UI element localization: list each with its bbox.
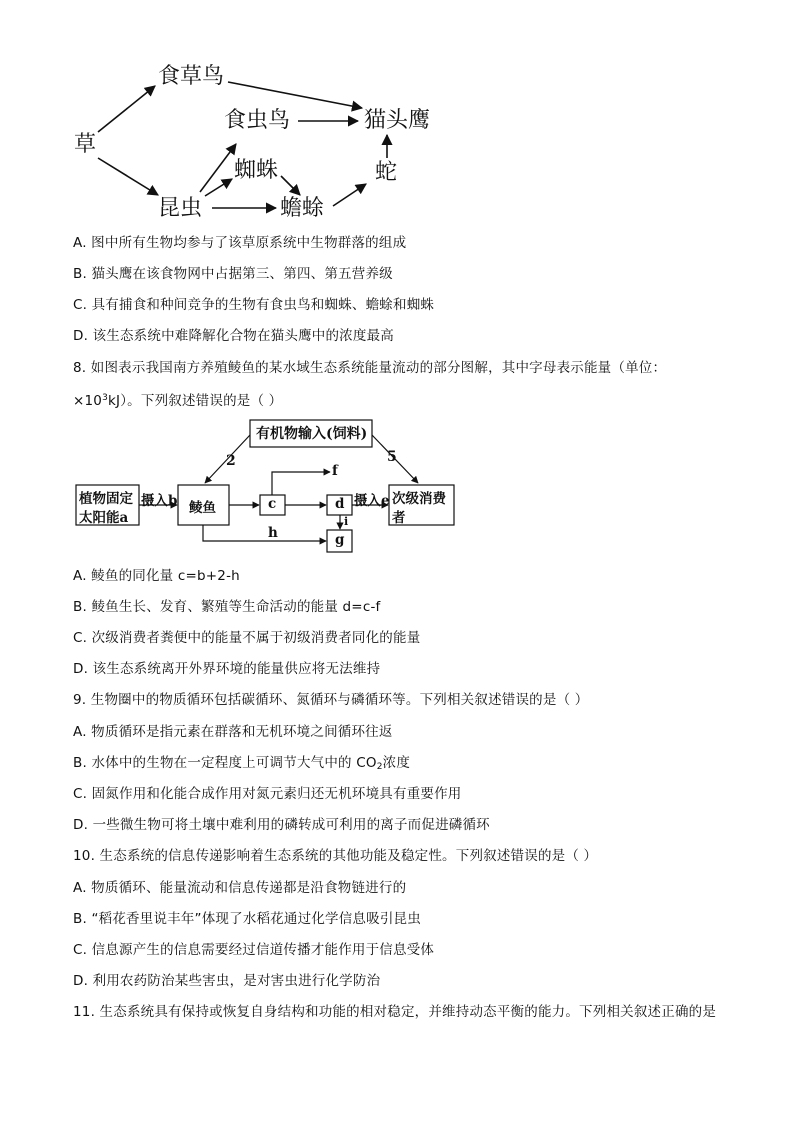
q8-unit-prefix: ×10 [73,393,103,409]
label-num-5: 5 [387,449,397,465]
arrow-fish-g [203,525,326,541]
q8-stem-line2 [73,389,282,410]
arrow-grass-insect [98,158,158,195]
q9-option-b-sub: 2 [376,762,383,772]
label-num-2: 2 [226,453,236,469]
q9-stem: 9. 生物圈中的物质循环包括碳循环、氮循环与磷循环等。下列相关叙述错误的是（ ） [73,692,589,708]
q9-option-b-post: 浓度 [382,755,411,771]
q7-option-c: C. 具有捕食和种间竞争的生物有食虫鸟和蜘蛛、蟾蜍和蜘蛛 [73,297,435,313]
q8-unit-exponent: 3 [102,393,109,403]
arrow-toad-snake [333,184,366,206]
q10-option-b: B. “稻花香里说丰年”体现了水稻花通过化学信息吸引昆虫 [73,911,421,927]
energy-flow-diagram [0,415,794,560]
node-owl: 猫头鹰 [364,108,431,133]
node-insectivore-bird: 食虫鸟 [224,108,291,133]
label-h: h [268,525,278,541]
arrow-herbivore-bird-owl [228,82,362,108]
q8-option-c: C. 次级消费者粪便中的能量不属于初级消费者同化的能量 [73,630,421,646]
q9-option-a: A. 物质循环是指元素在群落和无机环境之间循环往返 [73,724,393,740]
q7-option-b: B. 猫头鹰在该食物网中占据第三、第四、第五营养级 [73,266,393,282]
label-consumer-line1: 次级消费 [392,491,446,507]
q8-option-a: A. 鲮鱼的同化量 c=b+2-h [73,568,240,584]
q9-option-c: C. 固氮作用和化能合成作用对氮元素归还无机环境具有重要作用 [73,786,462,802]
label-f: f [332,463,338,479]
q9-option-b [73,754,410,776]
arrow-grass-herbivore-bird [98,86,155,132]
node-insect: 昆虫 [158,196,203,221]
label-intake-b: 摄入b [141,493,178,509]
node-spider: 蜘蛛 [234,158,279,183]
q10-stem: 10. 生态系统的信息传递影响着生态系统的其他功能及稳定性。下列叙述错误的是（ ） [73,848,598,864]
q11-stem: 11. 生态系统具有保持或恢复自身结构和功能的相对稳定，并维持动态平衡的能力。下列相关叙述正确的是 [73,1004,717,1020]
q7-option-a: A. 图中所有生物均参与了该草原系统中生物群落的组成 [73,235,407,251]
label-fish: 鲮鱼 [189,500,216,516]
arrow-insect-spider [205,179,232,196]
q9-option-b-pre: B. 水体中的生物在一定程度上可调节大气中的 CO [73,755,377,771]
q7-option-d: D. 该生态系统中难降解化合物在猫头鹰中的浓度最高 [73,328,394,344]
node-snake: 蛇 [375,160,398,185]
arrow-c-f [272,472,330,495]
q8-option-d: D. 该生态系统离开外界环境的能量供应将无法维持 [73,661,381,677]
label-i: i [344,515,349,528]
q8-stem-rest: kJ）。下列叙述错误的是（ ） [108,393,283,409]
label-input: 有机物输入(饲料) [256,426,368,442]
node-grass: 草 [74,132,97,157]
q10-option-a: A. 物质循环、能量流动和信息传递都是沿食物链进行的 [73,880,407,896]
label-consumer-line2: 者 [392,510,406,526]
arrow-spider-toad [281,176,300,195]
label-d: d [335,496,345,512]
node-toad: 蟾蜍 [280,196,325,221]
label-g: g [335,532,345,548]
q8-stem-line1: 8. 如图表示我国南方养殖鲮鱼的某水域生态系统能量流动的部分图解，其中字母表示能量（单位： [73,360,667,376]
food-web-diagram [0,0,794,225]
label-plant-line2: 太阳能a [79,510,129,526]
q10-option-d: D. 利用农药防治某些害虫，是对害虫进行化学防治 [73,973,381,989]
q9-option-d: D. 一些微生物可将土壤中难利用的磷转成可利用的离子而促进磷循环 [73,817,490,833]
q10-option-c: C. 信息源产生的信息需要经过信道传播才能作用于信息受体 [73,942,435,958]
label-plant-line1: 植物固定 [79,491,133,507]
node-herbivore-bird: 食草鸟 [158,64,225,89]
label-intake-e: 摄入e [354,493,390,509]
arrow-insect-insectivore-bird [200,144,236,192]
q8-option-b: B. 鲮鱼生长、发育、繁殖等生命活动的能量 d=c-f [73,599,381,615]
label-c: c [268,496,277,512]
